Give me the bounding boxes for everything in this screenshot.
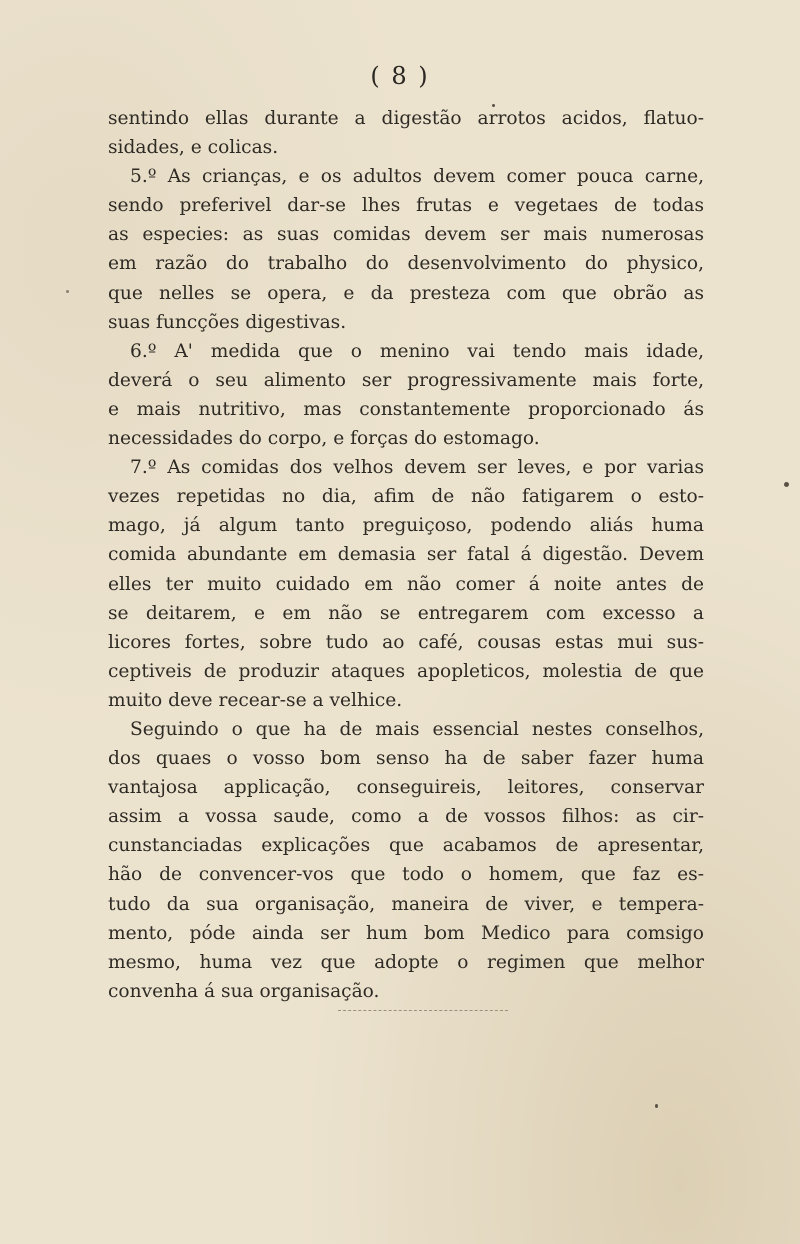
text-line: 7.º As comidas dos velhos devem ser leves, e por varias xyxy=(130,457,704,479)
text-line: assim a vossa saude, como a de vossos filhos: as cir- xyxy=(108,806,704,828)
text-line: deverá o seu alimento ser progressivamente mais forte, xyxy=(108,369,704,391)
text-line: dos quaes o vosso bom senso ha de saber fazer huma xyxy=(108,748,704,770)
text-line: em razão do trabalho do desenvolvimento do physico, xyxy=(108,253,704,275)
text-line: ceptiveis de produzir ataques apopleticos, molestia de que xyxy=(108,660,704,682)
ink-speck xyxy=(492,104,495,107)
text-line: tudo da sua organisação, maneira de viver, e tempera- xyxy=(108,893,704,915)
end-rule xyxy=(338,1010,508,1011)
text-line: mento, póde ainda ser hum bom Medico para comsigo xyxy=(108,922,704,944)
text-line: sendo preferivel dar-se lhes frutas e vegetaes de todas xyxy=(108,195,704,217)
text-line: licores fortes, sobre tudo ao café, cousas estas mui sus- xyxy=(108,631,704,653)
text-line: as especies: as suas comidas devem ser mais numerosas xyxy=(108,224,704,246)
ink-speck xyxy=(66,290,69,293)
text-line: cunstanciadas explicações que acabamos de apresentar, xyxy=(108,835,704,857)
text-line: e mais nutritivo, mas constantemente proporcionado ás xyxy=(108,398,704,420)
text-line: 6.º A' medida que o menino vai tendo mais idade, xyxy=(130,340,704,362)
text-line: elles ter muito cuidado em não comer á noite antes de xyxy=(108,573,704,595)
text-line: 5.º As crianças, e os adultos devem comer pouca carne, xyxy=(130,166,704,188)
text-line: se deitarem, e em não se entregarem com excesso a xyxy=(108,602,704,624)
text-line: que nelles se opera, e da presteza com que obrão as xyxy=(108,282,704,304)
text-line: comida abundante em demasia ser fatal á digestão. Devem xyxy=(108,544,704,566)
body-text xyxy=(108,104,704,1006)
text-line: convenha á sua organisação. xyxy=(108,980,380,1002)
text-line: sidades, e colicas. xyxy=(108,137,279,159)
text-line: suas funcções digestivas. xyxy=(108,311,347,333)
text-line: hão de convencer-vos que todo o homem, que faz es- xyxy=(108,864,704,886)
text-line: necessidades do corpo, e forças do estomago. xyxy=(108,428,540,450)
text-line: mago, já algum tanto preguiçoso, podendo aliás huma xyxy=(108,515,704,537)
ink-speck xyxy=(784,482,789,487)
text-line: mesmo, huma vez que adopte o regimen que melhor xyxy=(108,951,704,973)
text-line: Seguindo o que ha de mais essencial nestes conselhos, xyxy=(130,718,704,740)
text-line: muito deve recear-se a velhice. xyxy=(108,689,403,711)
ink-speck xyxy=(655,1104,658,1108)
text-line: vezes repetidas no dia, afim de não fatigarem o esto- xyxy=(108,486,704,508)
text-line: vantajosa applicação, conseguireis, leitores, conservar xyxy=(108,777,704,799)
page-number: ( 8 ) xyxy=(370,62,430,90)
text-line: sentindo ellas durante a digestão arrotos acidos, flatuo- xyxy=(108,108,704,129)
